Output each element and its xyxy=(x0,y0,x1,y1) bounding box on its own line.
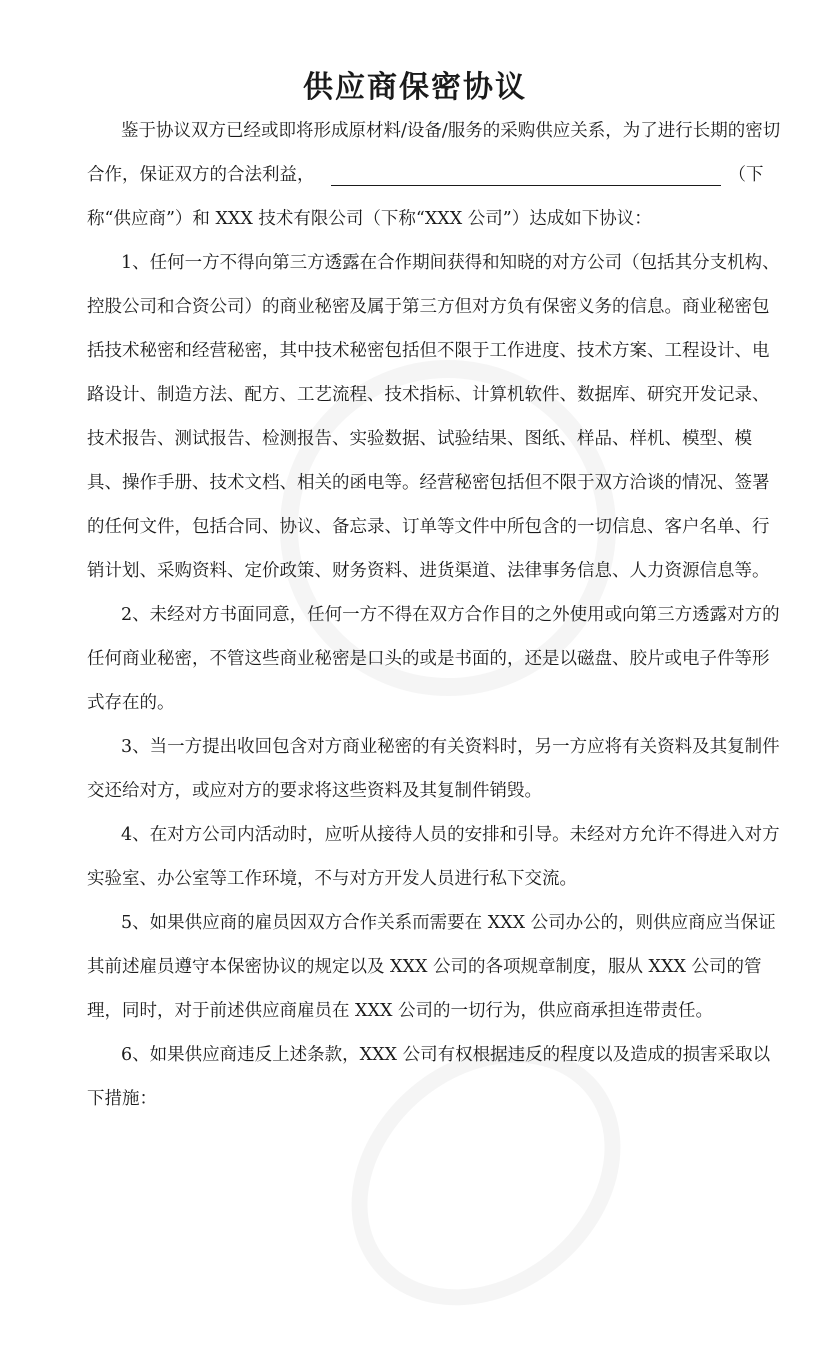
intro-line-1: 鉴于协议双方已经或即将形成原材料/设备/服务的采购供应关系，为了进行长期的密切 xyxy=(121,121,781,141)
document-title: 供应商保密协议 xyxy=(303,70,527,105)
intro-line-3: 称“供应商”）和 XXX 技术有限公司（下称“XXX 公司”）达成如下协议： xyxy=(87,209,652,229)
clause-6-line: 6、如果供应商违反上述条款，XXX 公司有权根据违反的程度以及造成的损害采取以 xyxy=(121,1045,771,1065)
clause-2-line: 任何商业秘密，不管这些商业秘密是口头的或是书面的，还是以磁盘、胶片或电子件等形 xyxy=(87,649,770,669)
clause-1-line: 路设计、制造方法、配方、工艺流程、技术指标、计算机软件、数据库、研究开发记录、 xyxy=(87,385,770,405)
clause-1-line: 的任何文件，包括合同、协议、备忘录、订单等文件中所包含的一切信息、客户名单、行 xyxy=(87,517,770,537)
intro-line-2 xyxy=(87,162,764,188)
clause-6-line: 下措施： xyxy=(87,1089,157,1109)
clause-5-line: 其前述雇员遵守本保密协议的规定以及 XXX 公司的各项规章制度，服从 XXX 公司的管 xyxy=(87,957,762,977)
supplier-name-blank[interactable] xyxy=(331,165,721,186)
clause-5-line: 5、如果供应商的雇员因双方合作关系而需要在 XXX 公司办公的，则供应商应当保证 xyxy=(121,913,776,933)
clause-1-line: 具、操作手册、技术文档、相关的函电等。经营秘密包括但不限于双方洽谈的情况、签署 xyxy=(87,473,770,493)
clause-5-line: 理，同时，对于前述供应商雇员在 XXX 公司的一切行为，供应商承担连带责任。 xyxy=(87,1001,713,1021)
clause-4-line: 实验室、办公室等工作环境，不与对方开发人员进行私下交流。 xyxy=(87,869,577,889)
clause-2-line: 式存在的。 xyxy=(87,693,175,713)
clause-1-line: 控股公司和合资公司）的商业秘密及属于第三方但对方负有保密义务的信息。商业秘密包 xyxy=(87,297,770,317)
clause-1-line: 销计划、采购资料、定价政策、财务资料、进货渠道、法律事务信息、人力资源信息等。 xyxy=(87,561,770,581)
clause-1-line: 1、任何一方不得向第三方透露在合作期间获得和知晓的对方公司（包括其分支机构、 xyxy=(121,253,780,273)
clause-2-line: 2、未经对方书面同意，任何一方不得在双方合作目的之外使用或向第三方透露对方的 xyxy=(121,605,780,625)
clause-3-line: 3、当一方提出收回包含对方商业秘密的有关资料时，另一方应将有关资料及其复制件 xyxy=(121,737,780,757)
clause-4-line: 4、在对方公司内活动时，应听从接待人员的安排和引导。未经对方允许不得进入对方 xyxy=(121,825,780,845)
intro-line-2-suffix: （下 xyxy=(728,165,764,185)
clause-3-line: 交还给对方，或应对方的要求将这些资料及其复制件销毁。 xyxy=(87,781,542,801)
clause-1-line: 技术报告、测试报告、检测报告、实验数据、试验结果、图纸、样品、样机、模型、模 xyxy=(87,429,752,449)
intro-line-2-text: 合作，保证双方的合法利益， xyxy=(87,165,315,185)
clause-1-line: 括技术秘密和经营秘密，其中技术秘密包括但不限于工作进度、技术方案、工程设计、电 xyxy=(87,341,770,361)
